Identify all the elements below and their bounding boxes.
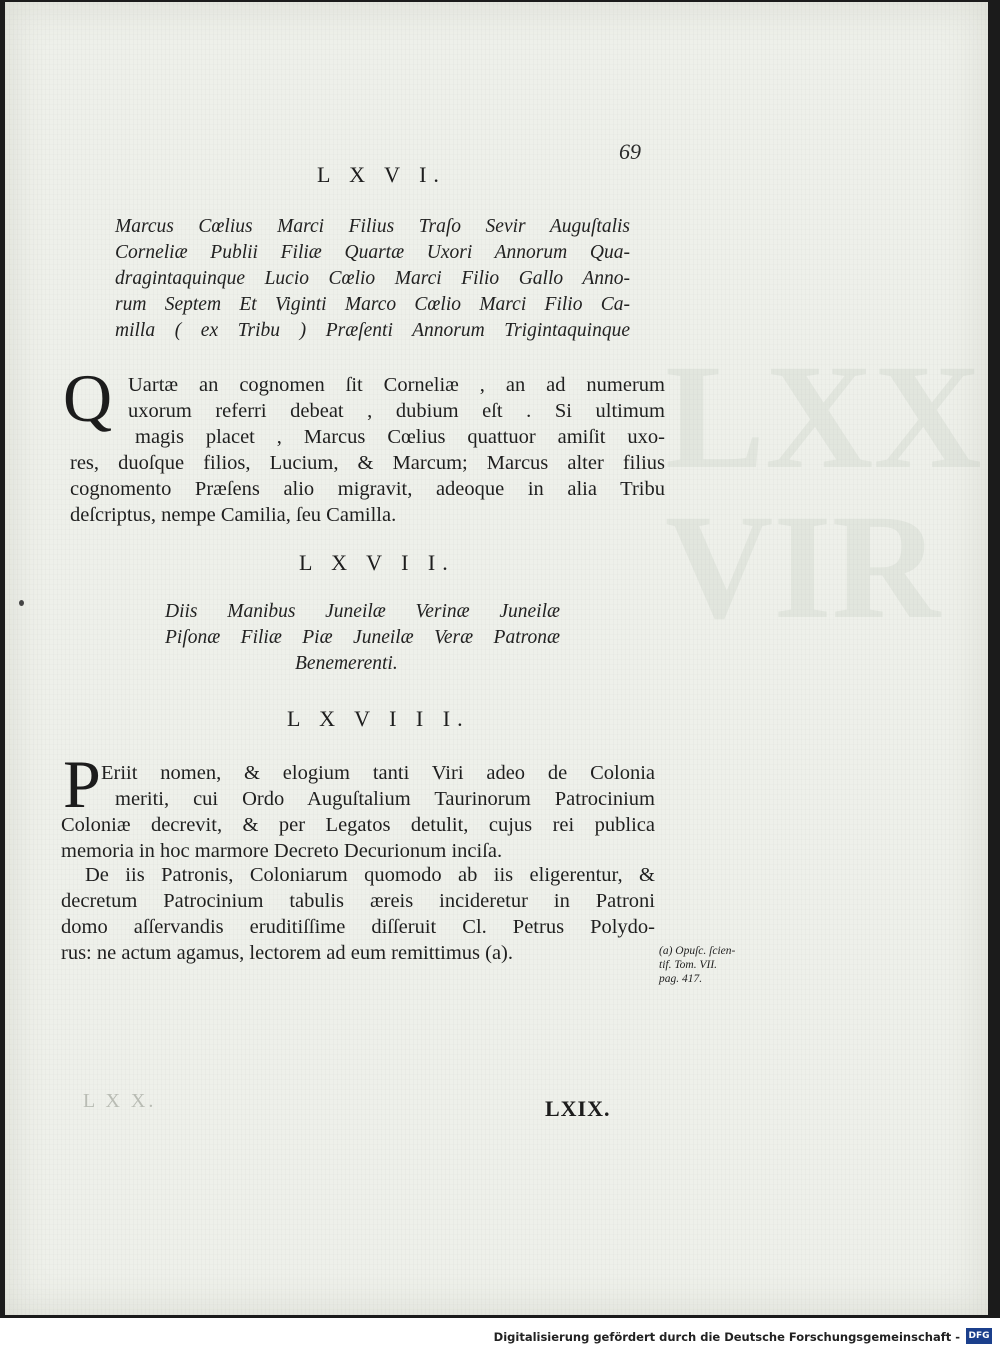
inscription-line: Marcus Cœlius Marci Filius Traſo Sevir Auguſtalis xyxy=(115,216,630,237)
commentary-lxviii-last xyxy=(61,838,502,864)
inscription-line: Diis Manibus Juneilæ Verinæ Juneilæ xyxy=(165,601,560,622)
commentary-lxvi-middle xyxy=(135,424,665,450)
page-number: 69 xyxy=(619,139,641,164)
inscription-line: Benemerenti. xyxy=(295,653,398,674)
section-heading-lxvii: L X V I I. xyxy=(299,550,455,575)
inscription-lxvii-last xyxy=(295,651,398,677)
inscription-lxvi xyxy=(115,214,630,344)
inscription-line: Corneliæ Publii Filiæ Quartæ Uxori Annorum Qua- xyxy=(115,242,630,263)
footnote-line: (a) Opuſc. ſcien- xyxy=(659,945,736,957)
digitization-footer xyxy=(0,1318,1000,1355)
show-through-heading: L X X. xyxy=(83,1090,157,1112)
commentary-line: deſcriptus, nempe Camilia, ſeu Camilla. xyxy=(70,504,397,526)
commentary-line: magis placet , Marcus Cœlius quattuor amiſit uxo- xyxy=(135,426,665,448)
catchword: LXIX. xyxy=(545,1096,611,1121)
drop-cap-q: Q xyxy=(63,360,113,436)
paragraph-patrons xyxy=(61,888,655,940)
paragraph-line: domo aſſervandis eruditiſſime diſſeruit Cl. Petrus Polydo- xyxy=(61,916,655,938)
commentary-lxvi-first xyxy=(128,372,665,424)
inscription-line: Piſonæ Filiæ Piæ Juneilæ Veræ Patronæ xyxy=(165,627,560,648)
commentary-line: cognomento Præſens alio migravit, adeoque in alia Tribu xyxy=(70,478,665,500)
paragraph-line: De iis Patronis, Coloniarum quomodo ab iis eligerentur, & xyxy=(85,864,655,886)
footnote xyxy=(659,944,735,986)
drop-cap-p: P xyxy=(63,746,101,822)
inscription-line: milla ( ex Tribu ) Præſenti Annorum Trigintaquinque xyxy=(115,320,630,341)
commentary-line: meriti, cui Ordo Auguſtalium Taurinorum Patrocinium xyxy=(115,788,655,810)
inscription-line: rum Septem Et Viginti Marco Cœlio Marci Filio Ca- xyxy=(115,294,630,315)
commentary-lxvi-rest xyxy=(70,450,665,528)
dfg-logo-icon: DFG xyxy=(966,1328,992,1344)
paragraph-patrons-last xyxy=(61,940,513,966)
commentary-line: memoria in hoc marmore Decreto Decurionum inciſa. xyxy=(61,840,503,862)
commentary-line: res, duoſque filios, Lucium, & Marcum; Marcus alter filius xyxy=(70,452,665,474)
paragraph-patrons-first xyxy=(85,862,655,888)
commentary-line: Eriit nomen, & elogium tanti Viri adeo de Colonia xyxy=(101,762,655,784)
commentary-line: Uartæ an cognomen ſit Corneliæ , an ad numerum xyxy=(128,374,665,396)
footnote-line: pag. 417. xyxy=(659,973,703,985)
inscription-lxvii xyxy=(165,599,560,651)
section-heading-lxviii: L X V I I I. xyxy=(287,706,470,731)
commentary-lxviii-first xyxy=(101,760,655,786)
commentary-lxviii-second xyxy=(115,786,655,812)
inscription-line: dragintaquinque Lucio Cœlio Marci Filio Gallo Anno- xyxy=(115,268,630,289)
commentary-line: Coloniæ decrevit, & per Legatos detulit, cujus rei publica xyxy=(61,814,655,836)
commentary-line: uxorum referri debeat , dubium eſt . Si ultimum xyxy=(128,400,665,422)
ink-spot xyxy=(19,600,24,606)
book-page xyxy=(5,2,988,1315)
paragraph-line: rus: ne actum agamus, lectorem ad eum remittimus (a). xyxy=(61,942,513,964)
footnote-line: tif. Tom. VII. xyxy=(659,959,718,971)
commentary-lxviii-rest xyxy=(61,812,655,838)
footer-credit: Digitalisierung gefördert durch die Deutsche Forschungsgemeinschaft - xyxy=(493,1330,960,1344)
section-heading-lxvi: L X V I. xyxy=(317,162,446,187)
show-through-text: LXX VIR xyxy=(665,342,982,650)
paragraph-line: decretum Patrocinium tabulis æreis incideretur in Patroni xyxy=(61,890,655,912)
